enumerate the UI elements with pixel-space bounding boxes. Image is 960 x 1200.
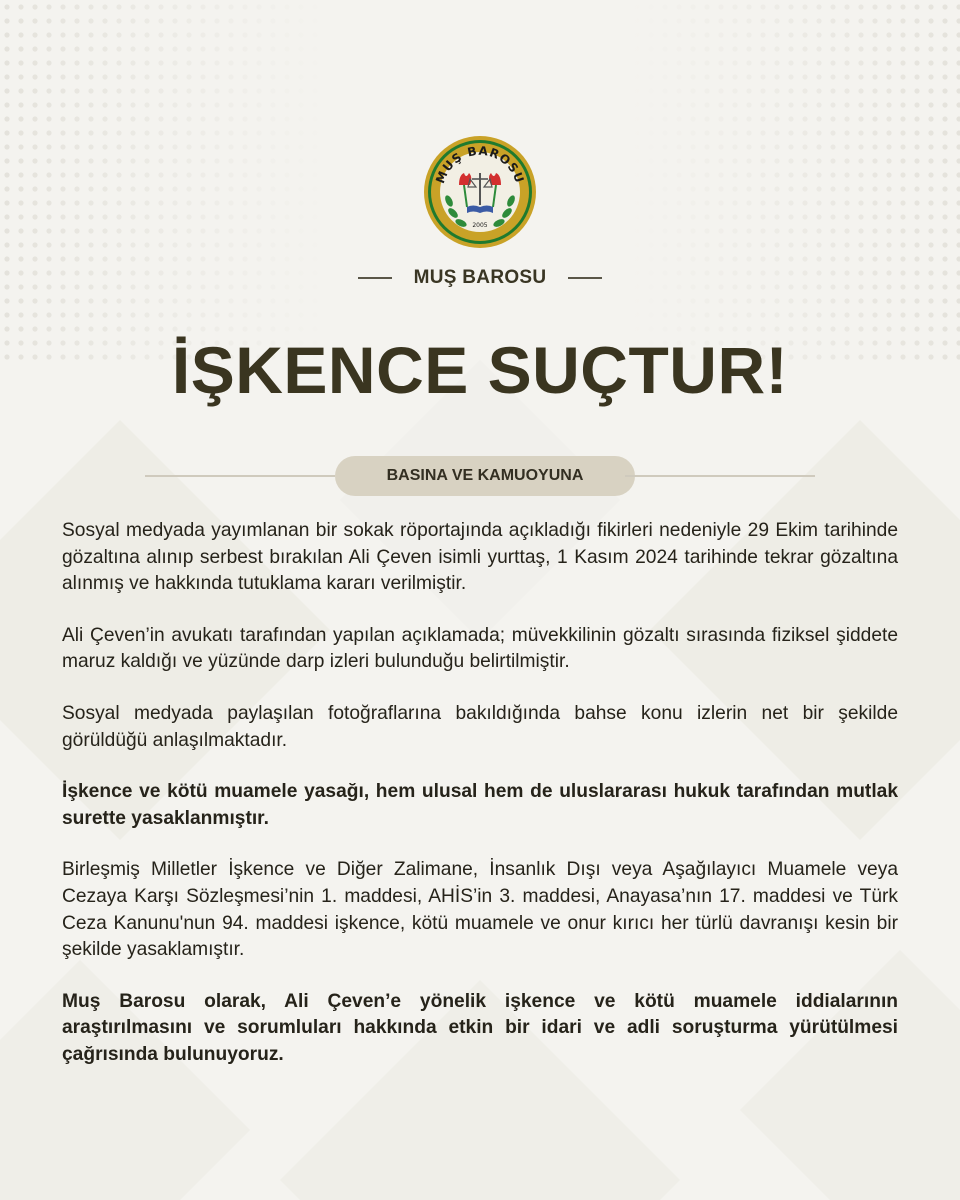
page-title: İŞKENCE SUÇTUR! [171, 333, 789, 407]
paragraph: Sosyal medyada yayımlanan bir sokak röportajında açıkladığı fikirleri nedeniyle 29 Ekim tarihinde gözaltına alınıp serbest bırakılan Ali Çeven isimli yurttaş, 1 Kasım 2024 tarihinde tekrar gözaltına alınmış ve hakkında tutuklama kararı verilmiştir. [62, 520, 898, 595]
paragraph: Ali Çeven’in avukatı tarafından yapılan açıklamada; müvekkilinin gözaltı sırasında fiziksel şiddete maruz kaldığı ve yüzünde darp izleri bulunduğu belirtilmiştir. [62, 624, 898, 673]
org-name-row [0, 262, 960, 294]
subtitle-line-left [145, 475, 335, 477]
paragraph: Sosyal medyada paylaşılan fotoğraflarına bakıldığında bahse konu izlerin net bir şekilde görüldüğü anlaşılmaktadır. [62, 702, 898, 751]
subtitle-line-right [625, 475, 815, 477]
subtitle-badge: BASINA VE KAMUOYUNA [335, 456, 635, 496]
paragraph-emphasis: Muş Barosu olarak, Ali Çeven’e yönelik işkence ve kötü muamele iddialarının araştırılmasını ve sorumluları hakkında etkin bir idari ve adli soruşturma yürütülmesi çağrısında bulunuyoruz. [62, 990, 898, 1065]
logo-emblem-icon [423, 135, 537, 249]
divider-line-left [358, 277, 392, 279]
paragraph: Birleşmiş Milletler İşkence ve Diğer Zalimane, İnsanlık Dışı veya Aşağılayıcı Muamele veya Cezaya Karşı Sözleşmesi’nin 1. maddesi, AHİS’in 3. maddesi, Anayasa’nın 17. maddesi ve Türk Ceza Kanunu'nun 94. maddesi işkence, kötü muamele ve onur kırıcı her türlü davranışı kesin bir şekilde yasaklamıştır. [62, 859, 898, 961]
svg-text:2005: 2005 [472, 222, 488, 229]
svg-text:MUŞ BAROSU: MUŞ BAROSU [433, 143, 527, 186]
subtitle-row [0, 456, 960, 496]
paragraph-emphasis: İşkence ve kötü muamele yasağı, hem ulusal hem de uluslararası hukuk tarafından mutlak surette yasaklanmıştır. [62, 781, 898, 829]
org-name: MUŞ BAROSU [413, 267, 547, 288]
divider-line-right [568, 277, 602, 279]
bar-association-logo [423, 135, 537, 249]
statement-body [62, 518, 898, 1094]
